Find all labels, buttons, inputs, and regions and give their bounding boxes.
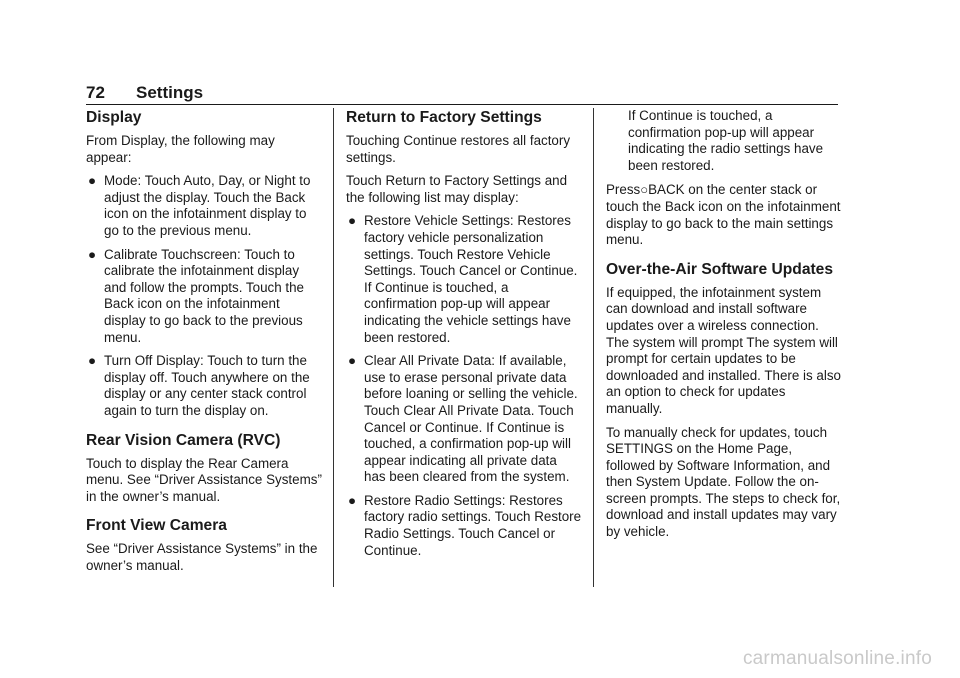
bullet-icon: ● bbox=[348, 492, 357, 508]
bullet-icon: ● bbox=[88, 246, 97, 262]
ota-heading: Over-the-Air Software Updates bbox=[606, 260, 834, 278]
fvc-text: See “Driver Assistance Systems” in the owner’s manual. bbox=[86, 541, 318, 573]
page-number: 72 bbox=[86, 83, 105, 102]
list-item: ● Turn Off Display: Touch to turn the display off. Touch anywhere on the display or any center stack control again to turn the display on. bbox=[88, 353, 310, 418]
back-icon: ○ bbox=[640, 182, 649, 198]
list-item: ● Clear All Private Data: If available, use to erase personal private data before loaning or selling the vehicle. Touch Clear All Private Data. Touch Cancel or Continue. If Continue is touched, a confirmation pop-up will appear indicating all private data has been cleared from the system. bbox=[348, 353, 578, 485]
list-item: ● Restore Vehicle Settings: Restores factory vehicle personalization settings. Touch Restore Vehicle Settings. Touch Cancel or Continue. If Continue is touched, a confirmation pop-up will appear indicating the vehicle settings have been restored. bbox=[348, 213, 578, 345]
display-heading: Display bbox=[86, 109, 142, 126]
bullet-icon: ● bbox=[348, 213, 357, 229]
watermark: carmanualsonline.info bbox=[742, 648, 932, 669]
section-title: Settings bbox=[136, 83, 204, 102]
column-divider-2 bbox=[593, 108, 594, 587]
factory-text-2: Touch Return to Factory Settings and the following list may display: bbox=[346, 173, 568, 205]
press-back-text: Press○BACK on the center stack or touch the Back icon on the infotainment display to go back to the main settings menu. bbox=[606, 182, 841, 248]
fvc-heading: Front View Camera bbox=[86, 517, 227, 535]
rvc-text: Touch to display the Rear Camera menu. See “Driver Assistance Systems” in the owner’s manual. bbox=[86, 455, 322, 504]
ota-text-2: To manually check for updates, touch SETTINGS on the Home Page, followed by Software Information, and then System Update. Follow the on-screen prompts. The steps to check for, download and install updates may vary by vehicle. bbox=[606, 424, 841, 540]
continued-text: If Continue is touched, a confirmation pop-up will appear indicating the radio settings have been restored. bbox=[628, 108, 824, 173]
factory-heading: Return to Factory Settings bbox=[346, 109, 542, 126]
column-divider-1 bbox=[333, 108, 334, 587]
list-item: ● Restore Radio Settings: Restores factory radio settings. Touch Restore Radio Settings. Touch Cancel or Continue. bbox=[348, 492, 582, 558]
ota-text-1: If equipped, the infotainment system can download and install software updates over a wireless connection. The system will prompt The system will prompt for certain updates to be downloaded and installed. There is also an option to check for updates manually. bbox=[606, 284, 841, 416]
column-3 bbox=[606, 108, 842, 548]
display-intro: From Display, the following may appear: bbox=[86, 133, 275, 165]
column-2 bbox=[346, 108, 582, 566]
factory-text-1: Touching Continue restores all factory settings. bbox=[346, 133, 571, 165]
rvc-heading: Rear Vision Camera (RVC) bbox=[86, 431, 281, 449]
column-1 bbox=[86, 108, 322, 581]
bullet-icon: ● bbox=[348, 353, 357, 369]
list-item: ● Calibrate Touchscreen: Touch to calibrate the infotainment display and follow the prompts. Touch the Back icon on the infotainment display to go back to the previous menu. bbox=[88, 246, 304, 345]
page-header bbox=[86, 82, 838, 105]
bullet-icon: ● bbox=[88, 353, 97, 369]
list-item: ● Mode: Touch Auto, Day, or Night to adjust the display. Touch the Back icon on the infotainment display to go to the previous menu. bbox=[88, 173, 311, 238]
bullet-icon: ● bbox=[88, 173, 97, 189]
